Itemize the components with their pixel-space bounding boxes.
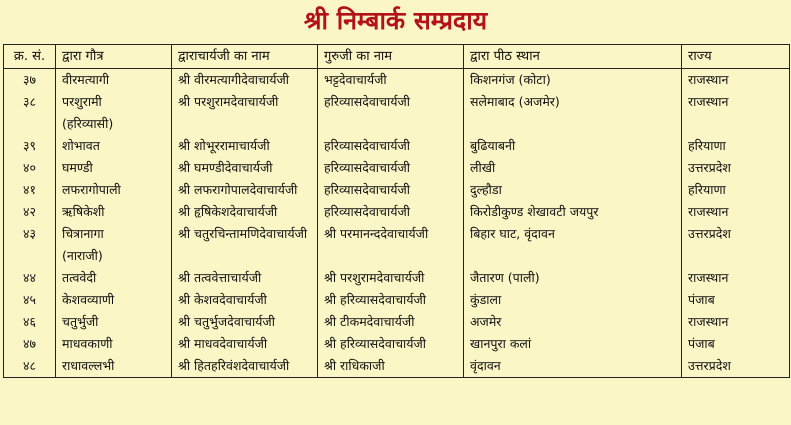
serial-number-cell-text: ४१ bbox=[22, 182, 36, 197]
peeth-place-cell bbox=[464, 333, 682, 355]
serial-number-cell-text: ४८ bbox=[22, 358, 36, 373]
guru-name-cell-text: श्री परशुरामदेवाचार्यजी bbox=[324, 270, 425, 285]
serial-number-cell-text: ४४ bbox=[22, 270, 36, 285]
acharya-name-cell bbox=[172, 91, 318, 135]
peeth-place-cell-text: बिहार घाट, वृंदावन bbox=[470, 226, 555, 241]
gotra-cell bbox=[56, 289, 172, 311]
peeth-place-cell-text: अजमेर bbox=[470, 314, 502, 329]
state-cell-text: उत्तरप्रदेश bbox=[688, 358, 731, 373]
state-cell bbox=[682, 135, 790, 157]
gotra-cell bbox=[56, 135, 172, 157]
acharya-name-cell bbox=[172, 355, 318, 378]
state-cell bbox=[682, 223, 790, 267]
peeth-place-cell bbox=[464, 201, 682, 223]
acharya-name-cell bbox=[172, 267, 318, 289]
sampradaya-table bbox=[3, 44, 790, 378]
peeth-place-cell-text: वृंदावन bbox=[470, 358, 501, 373]
serial-number-cell bbox=[4, 333, 56, 355]
gotra-cell bbox=[56, 267, 172, 289]
gotra-cell bbox=[56, 69, 172, 92]
header-place: द्वारा पीठ स्थान bbox=[464, 45, 682, 69]
table-row bbox=[4, 135, 790, 157]
serial-number-cell-text: ४५ bbox=[22, 292, 36, 307]
serial-number-cell-text: ४२ bbox=[22, 204, 36, 219]
header-gotra: द्वारा गौत्र bbox=[56, 45, 172, 69]
gotra-subtext: (हरिव्यासी) bbox=[62, 116, 114, 131]
table-row bbox=[4, 333, 790, 355]
state-cell bbox=[682, 69, 790, 92]
state-cell bbox=[682, 289, 790, 311]
serial-number-cell-text: ४७ bbox=[22, 336, 36, 351]
acharya-name-cell-text: श्री परशुरामदेवाचार्यजी bbox=[178, 94, 279, 109]
state-cell bbox=[682, 267, 790, 289]
acharya-name-cell-text: श्री केशवदेवाचार्यजी bbox=[178, 292, 267, 307]
acharya-name-cell-text: श्री चतुरचिन्तामणिदेवाचार्यजी bbox=[178, 226, 308, 241]
state-cell bbox=[682, 333, 790, 355]
serial-number-cell bbox=[4, 135, 56, 157]
gotra-cell bbox=[56, 179, 172, 201]
state-cell bbox=[682, 179, 790, 201]
gotra-cell-text: वीरमत्यागी bbox=[62, 72, 110, 87]
serial-number-cell-text: ४६ bbox=[22, 314, 36, 329]
acharya-name-cell-text: श्री माधवदेवाचार्यजी bbox=[178, 336, 268, 351]
gotra-cell-text: माधवकाणी bbox=[62, 336, 113, 351]
guru-name-cell bbox=[318, 135, 464, 157]
state-cell-text: हरियाणा bbox=[688, 182, 726, 197]
table-row bbox=[4, 289, 790, 311]
guru-name-cell bbox=[318, 223, 464, 267]
gotra-cell-text: तत्ववेदी bbox=[62, 270, 97, 285]
state-cell bbox=[682, 311, 790, 333]
peeth-place-cell bbox=[464, 91, 682, 135]
state-cell-text: उत्तरप्रदेश bbox=[688, 160, 731, 175]
peeth-place-cell bbox=[464, 267, 682, 289]
peeth-place-cell-text: सलेमाबाद (अजमेर) bbox=[470, 94, 560, 109]
serial-number-cell bbox=[4, 179, 56, 201]
peeth-place-cell-text: दुल्हौडा bbox=[470, 182, 502, 197]
table-row bbox=[4, 157, 790, 179]
guru-name-cell bbox=[318, 91, 464, 135]
table-row bbox=[4, 355, 790, 378]
gotra-cell-text: लफरागोपाली bbox=[62, 182, 121, 197]
serial-number-cell bbox=[4, 311, 56, 333]
gotra-cell-text: ऋषिकेशी bbox=[62, 204, 105, 219]
gotra-cell bbox=[56, 91, 172, 135]
gotra-subtext: (नाराजी) bbox=[62, 248, 103, 263]
guru-name-cell-text: श्री हरिव्यासदेवाचार्यजी bbox=[324, 336, 427, 351]
peeth-place-cell bbox=[464, 157, 682, 179]
guru-name-cell-text: हरिव्यासदेवाचार्यजी bbox=[324, 94, 410, 109]
guru-name-cell-text: श्री टीकमदेवाचार्यजी bbox=[324, 314, 415, 329]
acharya-name-cell-text: श्री शोभूररामाचार्यजी bbox=[178, 138, 270, 153]
state-cell-text: राजस्थान bbox=[688, 204, 729, 219]
peeth-place-cell bbox=[464, 311, 682, 333]
page-title: श्री निम्बार्क सम्प्रदाय bbox=[303, 6, 488, 35]
serial-number-cell-text: ४० bbox=[22, 160, 36, 175]
guru-name-cell bbox=[318, 69, 464, 92]
peeth-place-cell-text: जैतारण (पाली) bbox=[470, 270, 540, 285]
guru-name-cell-text: भट्टदेवाचार्यजी bbox=[324, 72, 387, 87]
serial-number-cell bbox=[4, 201, 56, 223]
gotra-cell-text: चित्रानागा bbox=[62, 226, 104, 241]
state-cell-text: पंजाब bbox=[688, 336, 715, 351]
acharya-name-cell-text: श्री घमण्डीदेवाचार्यजी bbox=[178, 160, 273, 175]
serial-number-cell bbox=[4, 69, 56, 92]
gotra-cell bbox=[56, 223, 172, 267]
guru-name-cell-text: हरिव्यासदेवाचार्यजी bbox=[324, 182, 410, 197]
peeth-place-cell bbox=[464, 179, 682, 201]
guru-name-cell bbox=[318, 311, 464, 333]
guru-name-cell bbox=[318, 267, 464, 289]
guru-name-cell-text: श्री हरिव्यासदेवाचार्यजी bbox=[324, 292, 427, 307]
guru-name-cell bbox=[318, 355, 464, 378]
serial-number-cell bbox=[4, 355, 56, 378]
state-cell-text: राजस्थान bbox=[688, 270, 729, 285]
serial-number-cell bbox=[4, 267, 56, 289]
table-header-row bbox=[4, 45, 790, 69]
state-cell bbox=[682, 201, 790, 223]
peeth-place-cell bbox=[464, 69, 682, 92]
acharya-name-cell bbox=[172, 157, 318, 179]
guru-name-cell bbox=[318, 201, 464, 223]
guru-name-cell-text: हरिव्यासदेवाचार्यजी bbox=[324, 204, 410, 219]
acharya-name-cell-text: श्री चतुर्भुजदेवाचार्यजी bbox=[178, 314, 275, 329]
guru-name-cell bbox=[318, 157, 464, 179]
table-row bbox=[4, 91, 790, 135]
state-cell bbox=[682, 355, 790, 378]
table-row bbox=[4, 223, 790, 267]
gotra-cell bbox=[56, 157, 172, 179]
state-cell-text: उत्तरप्रदेश bbox=[688, 226, 731, 241]
state-cell-text: राजस्थान bbox=[688, 314, 729, 329]
peeth-place-cell-text: खानपुरा कलां bbox=[470, 336, 532, 351]
serial-number-cell-text: ३९ bbox=[22, 138, 36, 153]
gotra-cell bbox=[56, 333, 172, 355]
header-guru: गुरुजी का नाम bbox=[318, 45, 464, 69]
table-row bbox=[4, 267, 790, 289]
table-row bbox=[4, 69, 790, 92]
gotra-cell bbox=[56, 201, 172, 223]
table-row bbox=[4, 201, 790, 223]
gotra-cell-text: राधावल्लभी bbox=[62, 358, 115, 373]
acharya-name-cell bbox=[172, 201, 318, 223]
state-cell-text: हरियाणा bbox=[688, 138, 726, 153]
serial-number-cell-text: ३७ bbox=[22, 72, 36, 87]
guru-name-cell-text: हरिव्यासदेवाचार्यजी bbox=[324, 160, 410, 175]
guru-name-cell bbox=[318, 333, 464, 355]
state-cell-text: राजस्थान bbox=[688, 94, 729, 109]
guru-name-cell-text: हरिव्यासदेवाचार्यजी bbox=[324, 138, 410, 153]
acharya-name-cell bbox=[172, 135, 318, 157]
acharya-name-cell-text: श्री लफरागोपालदेवाचार्यजी bbox=[178, 182, 298, 197]
gotra-cell bbox=[56, 355, 172, 378]
serial-number-cell-text: ४३ bbox=[22, 226, 36, 241]
state-cell bbox=[682, 91, 790, 135]
acharya-name-cell-text: श्री हृषिकेशदेवाचार्यजी bbox=[178, 204, 278, 219]
serial-number-cell bbox=[4, 157, 56, 179]
state-cell bbox=[682, 157, 790, 179]
peeth-place-cell bbox=[464, 289, 682, 311]
serial-number-cell bbox=[4, 289, 56, 311]
table-row bbox=[4, 179, 790, 201]
acharya-name-cell bbox=[172, 333, 318, 355]
gotra-cell-text: केशवव्याणी bbox=[62, 292, 115, 307]
acharya-name-cell bbox=[172, 223, 318, 267]
gotra-cell bbox=[56, 311, 172, 333]
acharya-name-cell bbox=[172, 179, 318, 201]
acharya-name-cell bbox=[172, 69, 318, 92]
state-cell-text: राजस्थान bbox=[688, 72, 729, 87]
acharya-name-cell bbox=[172, 289, 318, 311]
state-cell-text: पंजाब bbox=[688, 292, 715, 307]
header-state: राज्य bbox=[682, 45, 790, 69]
peeth-place-cell bbox=[464, 355, 682, 378]
header-serial: क्र. सं. bbox=[4, 45, 56, 69]
peeth-place-cell bbox=[464, 135, 682, 157]
gotra-cell-text: शोभावत bbox=[62, 138, 100, 153]
guru-name-cell-text: श्री परमानन्ददेवाचार्यजी bbox=[324, 226, 429, 241]
peeth-place-cell-text: कुंडाला bbox=[470, 292, 502, 307]
acharya-name-cell-text: श्री हितहरिवंशदेवाचार्यजी bbox=[178, 358, 290, 373]
gotra-cell-text: चतुर्भुजी bbox=[62, 314, 99, 329]
guru-name-cell bbox=[318, 289, 464, 311]
serial-number-cell bbox=[4, 91, 56, 135]
acharya-name-cell-text: श्री वीरमत्यागीदेवाचार्यजी bbox=[178, 72, 289, 87]
acharya-name-cell-text: श्री तत्ववेत्ताचार्यजी bbox=[178, 270, 262, 285]
gotra-cell-text: परशुरामी bbox=[62, 94, 102, 109]
gotra-cell-text: घमण्डी bbox=[62, 160, 93, 175]
table-row bbox=[4, 311, 790, 333]
peeth-place-cell-text: बुढियाबनी bbox=[470, 138, 516, 153]
peeth-place-cell bbox=[464, 223, 682, 267]
guru-name-cell bbox=[318, 179, 464, 201]
peeth-place-cell-text: किशनगंज (कोटा) bbox=[470, 72, 551, 87]
peeth-place-cell-text: किरोडीकुण्ड शेखावटी जयपुर bbox=[470, 204, 599, 219]
guru-name-cell-text: श्री राधिकाजी bbox=[324, 358, 385, 373]
serial-number-cell-text: ३८ bbox=[22, 94, 36, 109]
acharya-name-cell bbox=[172, 311, 318, 333]
serial-number-cell bbox=[4, 223, 56, 267]
peeth-place-cell-text: लीखी bbox=[470, 160, 496, 175]
header-acharya: द्वाराचार्यजी का नाम bbox=[172, 45, 318, 69]
